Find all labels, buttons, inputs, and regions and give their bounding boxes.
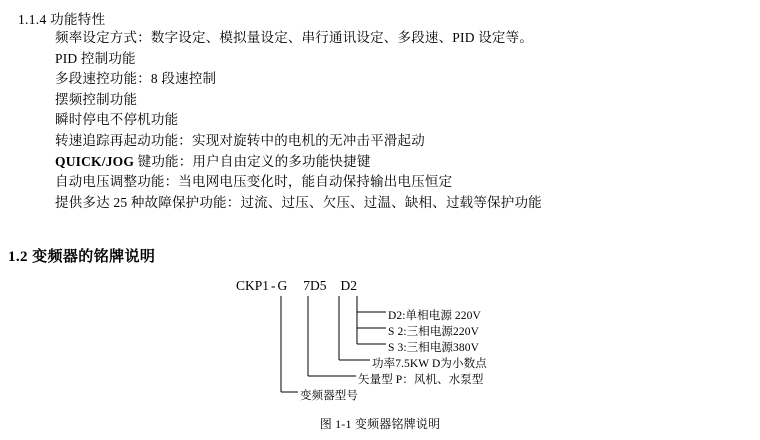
- model-code-voltage: D2: [340, 278, 358, 293]
- feature-list: [55, 28, 735, 213]
- section-heading-1-2: 1.2 变频器的铭牌说明: [8, 249, 156, 265]
- model-code-power: 7D5: [303, 278, 327, 293]
- legend-item-power: 功率7.5KW D为小数点: [372, 358, 487, 370]
- section-heading-1-1-4: 1.1.4 功能特性: [18, 12, 106, 27]
- legend-item-model: 变频器型号: [300, 390, 358, 402]
- feature-item: 提供多达 25 种故障保护功能：过流、过压、欠压、过温、缺相、过载等保护功能: [55, 194, 542, 210]
- feature-item: 多段速控功能：8 段速控制: [55, 71, 217, 87]
- feature-item: 摆频控制功能: [55, 91, 138, 107]
- model-code-diagram: [0, 278, 760, 428]
- feature-item: PID 控制功能: [55, 50, 136, 66]
- model-code-prefix: CKP1: [236, 278, 270, 293]
- legend-item-voltage-d2: D2:单相电源 220V: [388, 310, 481, 322]
- legend-item-type: 矢量型 P：风机、水泵型: [358, 374, 484, 386]
- feature-item: 频率设定方式：数字设定、模拟量设定、串行通讯设定、多段速、PID 设定等。: [55, 30, 534, 45]
- model-code-series: G: [277, 278, 288, 293]
- feature-item: 自动电压调整功能：当电网电压变化时，能自动保持输出电压恒定: [55, 174, 453, 190]
- feature-item: 转速追踪再起动功能：实现对旋转中的电机的无冲击平滑起动: [55, 132, 425, 148]
- legend-item-voltage-s3: S 3:三相电源380V: [388, 342, 479, 354]
- model-code-dash: -: [271, 278, 276, 293]
- leader-lines: [0, 278, 760, 428]
- feature-item: 瞬时停电不停机功能: [55, 112, 179, 128]
- quickjog-key-label: QUICK/JOG: [55, 153, 135, 169]
- feature-item-quickjog: [55, 152, 735, 173]
- legend-item-voltage-s2: S 2:三相电源220V: [388, 326, 479, 338]
- figure-caption: 图 1-1 变频器铭牌说明: [319, 417, 441, 431]
- quickjog-key-desc: 键功能：用户自由定义的多功能快捷键: [134, 153, 371, 169]
